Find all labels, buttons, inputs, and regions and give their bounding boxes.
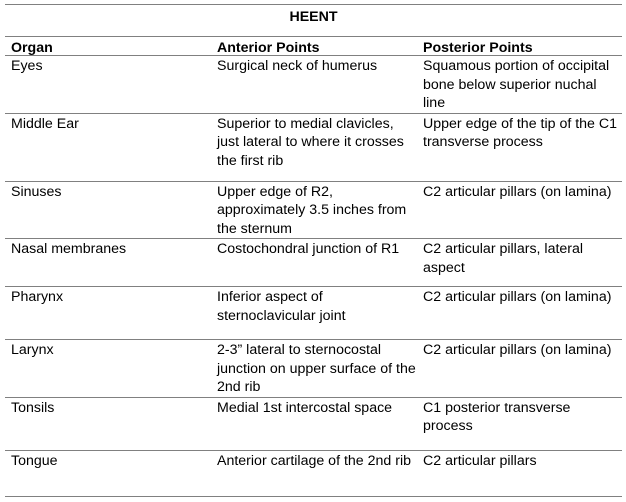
organ-cell: Larynx	[5, 340, 211, 398]
anterior-points-cell: Inferior aspect of sternoclavicular joint	[211, 287, 417, 340]
table-row	[5, 239, 622, 287]
table-row	[5, 56, 622, 114]
posterior-points-cell: C2 articular pillars (on lamina)	[417, 287, 622, 340]
organ-cell: Eyes	[5, 56, 211, 114]
posterior-points-cell: Squamous portion of occipital bone below superior nuchal line	[417, 56, 622, 114]
table-title: HEENT	[5, 5, 622, 37]
table-header-row	[5, 37, 622, 56]
anterior-points-cell: Superior to medial clavicles, just lateral to where it crosses the first rib	[211, 113, 417, 181]
table-row	[5, 181, 622, 239]
organ-cell: Sinuses	[5, 181, 211, 239]
organ-cell: Middle Ear	[5, 113, 211, 181]
organ-cell: Tonsils	[5, 397, 211, 450]
table-title-row	[5, 5, 622, 37]
column-header-organ: Organ	[5, 37, 211, 56]
table-row	[5, 340, 622, 398]
heent-table-container	[5, 4, 622, 497]
column-header-anterior-points: Anterior Points	[211, 37, 417, 56]
posterior-points-cell: C2 articular pillars	[417, 450, 622, 496]
organ-cell: Pharynx	[5, 287, 211, 340]
anterior-points-cell: Anterior cartilage of the 2nd rib	[211, 450, 417, 496]
table-row	[5, 397, 622, 450]
anterior-points-cell: Surgical neck of humerus	[211, 56, 417, 114]
organ-cell: Nasal membranes	[5, 239, 211, 287]
table-row	[5, 113, 622, 181]
anterior-points-cell: Upper edge of R2, approximately 3.5 inches from the sternum	[211, 181, 417, 239]
table-row	[5, 450, 622, 496]
organ-cell: Tongue	[5, 450, 211, 496]
posterior-points-cell: C2 articular pillars (on lamina)	[417, 340, 622, 398]
heent-table	[5, 4, 622, 497]
anterior-points-cell: Costochondral junction of R1	[211, 239, 417, 287]
column-header-posterior-points: Posterior Points	[417, 37, 622, 56]
anterior-points-cell: Medial 1st intercostal space	[211, 397, 417, 450]
table-row	[5, 287, 622, 340]
anterior-points-cell: 2-3” lateral to sternocostal junction on upper surface of the 2nd rib	[211, 340, 417, 398]
posterior-points-cell: C2 articular pillars, lateral aspect	[417, 239, 622, 287]
posterior-points-cell: C2 articular pillars (on lamina)	[417, 181, 622, 239]
posterior-points-cell: Upper edge of the tip of the C1 transverse process	[417, 113, 622, 181]
posterior-points-cell: C1 posterior transverse process	[417, 397, 622, 450]
